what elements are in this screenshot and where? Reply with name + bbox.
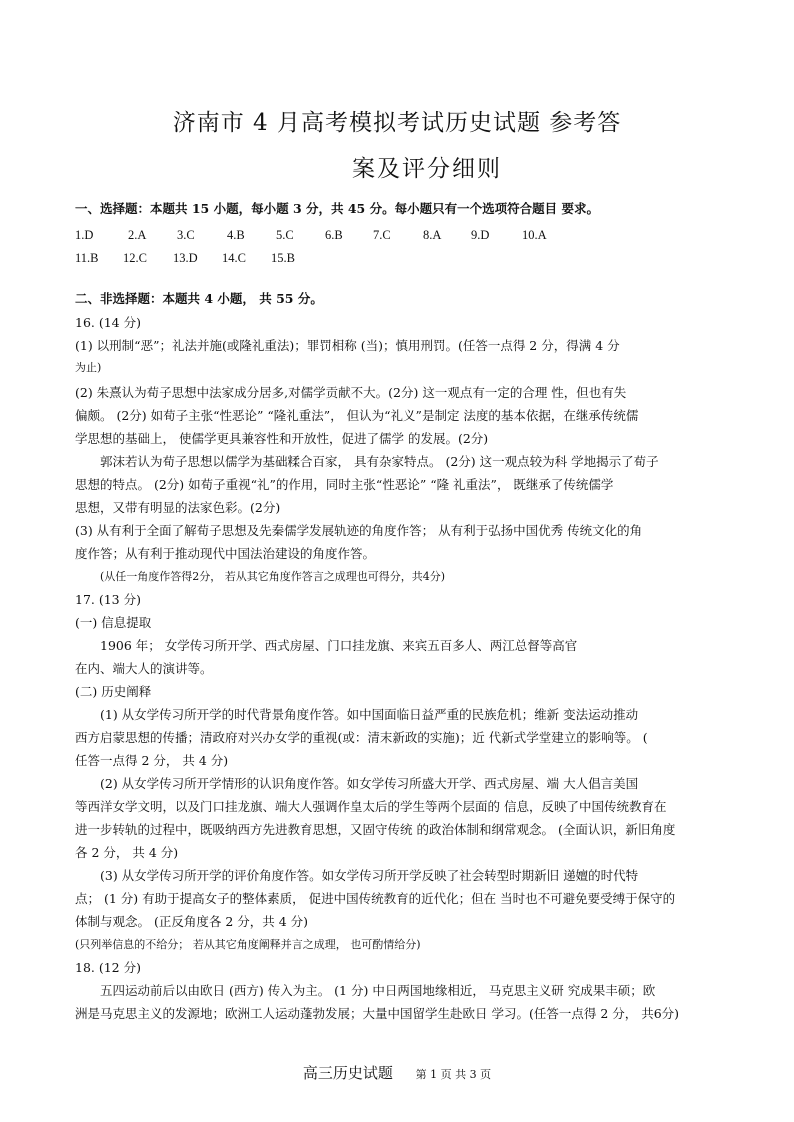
page-footer xyxy=(0,1062,794,1083)
text-line: (2) 从女学传习所开学情形的认识角度作答。如女学传习所盛大开学、西式房屋、端 大人倡言美国 xyxy=(100,776,639,791)
text-line: (2) 朱熹认为荀子思想中法家成分居多,对儒学贡献不大。(2分) 这一观点有一定的合理 性，但也有失 xyxy=(75,385,627,400)
answer-item: 11.B xyxy=(75,251,99,265)
section1-heading: 一、选择题：本题共 15 小题，每小题 3 分，共 45 分。每小题只有一个选项符合题目 要求。 xyxy=(75,201,599,216)
answer-item: 9.D xyxy=(471,228,490,242)
text-line: 学思想的基础上， 使儒学更具兼容性和开放性，促进了儒学 的发展。(2分) xyxy=(75,431,489,446)
text-line: 进一步转轨的过程中，既吸纳西方先进教育思想，又固守传统 的政治体制和纲常观念。 (全面认识，新旧角度 xyxy=(75,822,676,837)
text-line: 等西洋女学文明，以及门口挂龙旗、端大人强调作皇太后的学生等两个层面的 信息，反映了中国传统教育在 xyxy=(75,799,667,814)
answer-item: 13.D xyxy=(173,251,198,265)
text-line: 在内、端大人的演讲等。 xyxy=(75,661,213,676)
answer-item: 8.A xyxy=(423,228,442,242)
text-line: 西方启蒙思想的传播；清政府对兴办女学的重视(或：清末新政的实施)；近 代新式学堂建立的影响等。 ( xyxy=(75,730,648,745)
text-line: 为止) xyxy=(75,361,102,374)
question-17-heading: 17. (13 分) xyxy=(75,592,141,607)
page-title-line1: 济南市 4 月高考模拟考试历史试题 参考答 xyxy=(172,110,622,136)
footer-page-number: 第 1 页 共 3 页 xyxy=(415,1068,492,1081)
text-line: 思想，又带有明显的法家色彩。(2分) xyxy=(75,500,281,515)
text-line: 五四运动前后以由欧日 (西方) 传入为主。 (1 分) 中日两国地缘相近， 马克思主义研 究成果丰硕；欧 xyxy=(100,983,656,998)
answer-item: 3.C xyxy=(177,228,195,242)
text-line: 1906 年； 女学传习所开学、西式房屋、门口挂龙旗、来宾五百多人、两江总督等高官 xyxy=(100,638,578,653)
question-16-heading: 16. (14 分) xyxy=(75,315,141,330)
answer-item: 4.B xyxy=(227,228,245,242)
answer-item: 10.A xyxy=(522,228,547,242)
text-line: 思想的特点。 (2分) 如荀子重视“礼”的作用，同时主张“性恶论” “隆 礼重法”， 既继承了传统儒学 xyxy=(75,477,614,492)
answer-item: 1.D xyxy=(75,228,94,242)
answer-item: 12.C xyxy=(123,251,147,265)
text-line: 度作答；从有利于推动现代中国法治建设的角度作答。 xyxy=(75,546,376,561)
text-line: (1) 以刑制“恶”；礼法并施(或隆礼重法)；罪罚相称 (当)；慎用刑罚。(任答一点得 2 分，得满 4 分 xyxy=(75,338,620,353)
text-line: 任答一点得 2 分， 共 4 分) xyxy=(75,753,229,768)
answer-item: 2.A xyxy=(128,228,147,242)
text-line: 偏颇。 (2分) 如荀子主张“性恶论” “隆礼重法”， 但认为“礼义”是制定 法度的基本依据，在继承传统儒 xyxy=(75,408,639,423)
text-line: (3) 从有利于全面了解荀子思想及先秦儒学发展轨迹的角度作答； 从有利于弘扬中国优秀 传统文化的角 xyxy=(75,523,643,538)
text-line: 郭沫若认为荀子思想以儒学为基础糅合百家， 具有杂家特点。 (2分) 这一观点较为科 学地揭示了荀子 xyxy=(100,454,659,469)
text-line: (只列举信息的不给分； 若从其它角度阐释并言之成理， 也可酌情给分) xyxy=(75,938,421,951)
text-line: (二) 历史阐释 xyxy=(75,684,152,699)
page-title-line2: 案及评分细则 xyxy=(352,156,502,182)
answer-item: 6.B xyxy=(325,228,343,242)
text-line: 体制与观念。 (正反角度各 2 分，共 4 分) xyxy=(75,914,309,929)
answer-item: 14.C xyxy=(222,251,246,265)
answer-item: 5.C xyxy=(276,228,294,242)
footer-subject: 高三历史试题 xyxy=(302,1064,393,1082)
answer-item: 15.B xyxy=(271,251,295,265)
text-line: 各 2 分， 共 4 分) xyxy=(75,845,179,860)
question-18-heading: 18. (12 分) xyxy=(75,960,141,975)
text-line: (从任一角度作答得2分， 若从其它角度作答言之成理也可得分，共4分) xyxy=(100,570,446,583)
text-line: 点； (1 分) 有助于提高女子的整体素质， 促进中国传统教育的近代化；但在 当时也不可避免要受缚于保守的 xyxy=(75,891,676,906)
text-line: (3) 从女学传习所开学的评价角度作答。如女学传习所开学反映了社会转型时期新旧 递嬗的时代特 xyxy=(100,868,639,883)
answer-item: 7.C xyxy=(373,228,391,242)
text-line: (一) 信息提取 xyxy=(75,615,152,630)
text-line: 洲是马克思主义的发源地；欧洲工人运动蓬勃发展；大量中国留学生赴欧日 学习。(任答一点得 2 分， 共6分) xyxy=(75,1006,680,1021)
section2-heading: 二、非选择题：本题共 4 小题， 共 55 分。 xyxy=(75,291,323,306)
text-line: (1) 从女学传习所开学的时代背景角度作答。如中国面临日益严重的民族危机；维新 变法运动推动 xyxy=(100,707,639,722)
